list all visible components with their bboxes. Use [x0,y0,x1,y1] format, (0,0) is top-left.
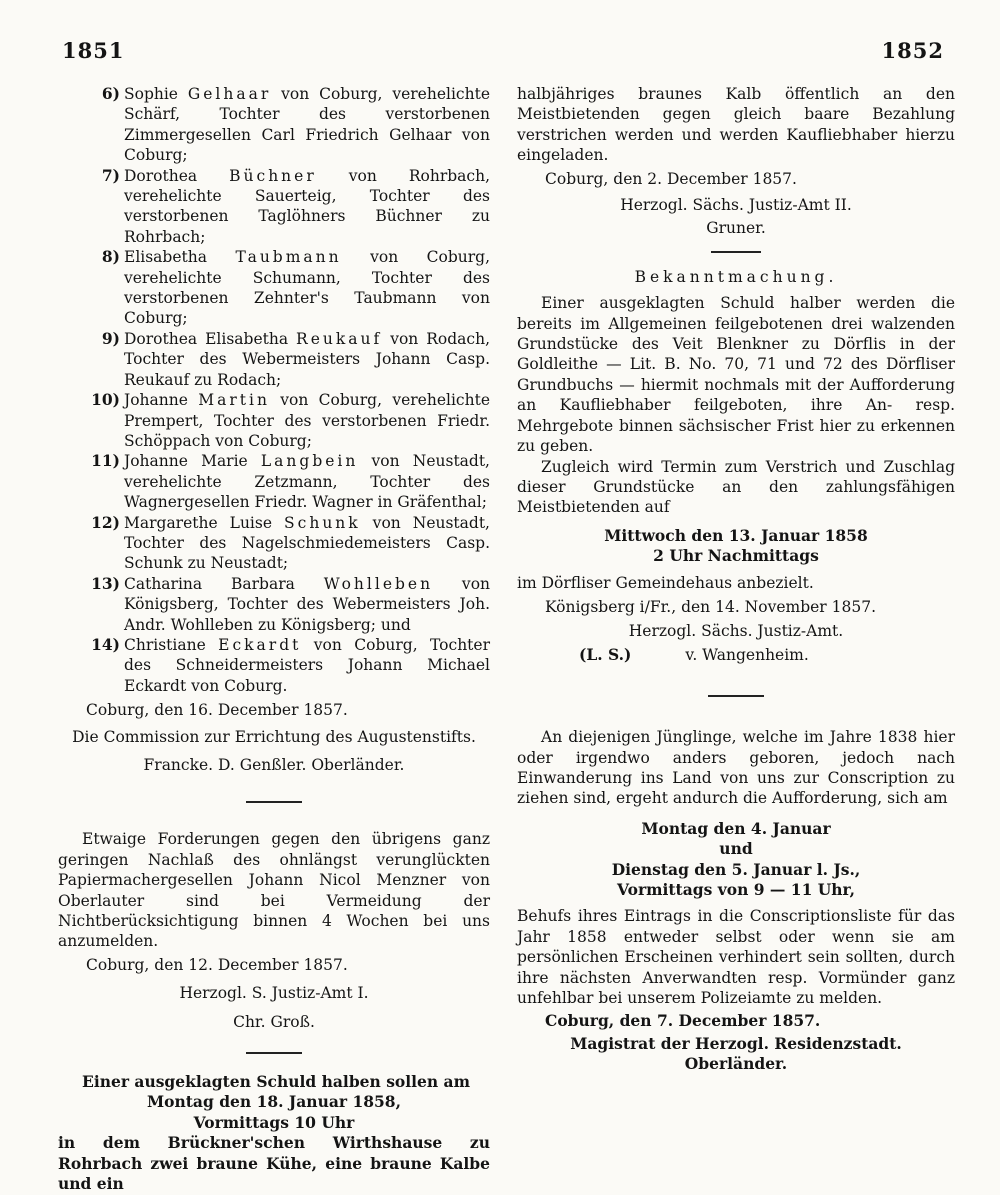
list-item-text [124,574,490,635]
list-item-text [124,166,490,248]
list-item-number: 10) [91,390,120,410]
list-item [58,247,490,329]
list-item-text [124,390,490,451]
list-item [58,513,490,574]
separator [711,251,761,253]
list-item-given-names: Elisabetha [124,248,236,267]
seal-signature-row [517,645,955,665]
conscription-time: Vormittags von 9 — 11 Uhr, [617,880,855,899]
list-item-text [124,329,490,390]
list-item-details: von Coburg, verehelichte Prempert, Tochter des verstorbenen Friedr. Schöppach von Coburg; [124,391,490,450]
list-item-details: von Coburg, Tochter des Schneidermeisters Johann Michael Eckardt von Coburg. [124,635,490,695]
list-item-given-names: Dorothea [124,166,230,185]
right-office-1: Herzogl. Sächs. Justiz-Amt II. [620,196,852,215]
list-item [58,574,490,635]
list-item-given-names: Dorothea Elisabetha [124,329,297,348]
list-item-details: von Neustadt, Tochter des Nagelschmiedemeisters Casp. Schunk zu Neustadt; [124,513,490,573]
list-item-surname: Wohlleben [323,574,434,593]
auction-location: in dem Brückner'schen Wirthshause zu Rohrbach zwei braune Kühe, eine braune Kalbe und ein [58,1133,490,1194]
list-item-surname: Gelhaar [187,85,272,103]
seal-mark: (L. S.) [579,644,632,664]
list-item-text [124,513,490,574]
list-item-details: von Coburg, verehelichte Schärf, Tochter des verstorbenen Zimmergesellen Carl Friedrich Gelhaar von Coburg; [124,85,490,165]
list-item-details: von Rohrbach, verehelichte Sauerteig, Tochter des verstorbenen Taglöhners Büchner zu Rohrbach; [124,166,490,246]
list-item-surname: Reukauf [296,329,383,348]
right-date-line-2: Königsberg i/Fr., den 14. November 1857. [545,597,876,616]
right-signer-2: v. Wangenheim. [685,645,809,664]
list-item-surname: Büchner [229,166,317,185]
name-list [58,84,490,696]
right-column [517,84,955,1075]
separator [246,801,302,803]
right-date-line-3: Coburg, den 7. December 1857. [545,1011,821,1031]
list-item-details: von Rodach, Tochter des Webermeisters Johann Casp. Reukauf zu Rodach; [124,329,491,389]
list-item-details: von Coburg, verehelichte Schumann, Tochter des verstorbenen Zehnter's Taubmann von Coburg; [124,248,491,328]
date-line-2: Coburg, den 12. December 1857. [86,955,348,974]
list-item-details: von Königsberg, Tochter des Webermeisters Joh. Andr. Wohlleben zu Königsberg; und [124,574,491,634]
list-item [58,451,490,512]
office-2: Herzogl. S. Justiz-Amt I. [179,984,369,1003]
list-item-surname: Eckardt [218,635,302,654]
right-office-2: Herzogl. Sächs. Justiz-Amt. [628,622,844,641]
list-item-text [124,635,490,696]
list-item-given-names: Johanne Marie [124,452,261,471]
conscription-body-2: Behufs ihres Eintrags in die Conscriptionsliste für das Jahr 1858 entweder selbst oder wenn sie am persönlichen Erscheinen verhindert sein sollten, durch ihre nächsten Anverwandten resp. Vormünder ganz unfehlbar bei unserem Polizeiamte zu melden. [517,907,955,1008]
list-item-number: 7) [101,165,120,185]
right-date-line-1: Coburg, den 2. December 1857. [545,169,797,188]
list-item-given-names: Sophie [124,85,188,103]
auction-continuation: halbjähriges braunes Kalb öffentlich an den Meistbietenden gegen gleich baare Bezahlung verstrichen werden und werden Kaufliebhaber hierzu eingeladen. [517,85,955,165]
commission-title: Die Commission zur Errichtung des Augustenstifts. [72,727,476,746]
list-item-given-names: Christiane [124,635,219,654]
list-item-number: 11) [91,451,120,471]
term-place: im Dörfliser Gemeindehaus anbezielt. [517,573,814,592]
list-item-surname: Schunk [284,513,361,532]
list-item-given-names: Margarethe Luise [124,513,285,532]
list-item [58,84,490,166]
list-item [58,329,490,390]
list-item-number: 6) [101,84,120,103]
term-time: 2 Uhr Nachmittags [653,546,819,566]
right-signer-3: Oberländer. [684,1054,788,1074]
conscription-and: und [719,839,753,859]
list-item-number: 13) [91,573,120,593]
right-office-3: Magistrat der Herzogl. Residenzstadt. [570,1033,902,1053]
separator [708,695,764,697]
list-item-given-names: Johanne [124,391,199,410]
list-item [58,166,490,248]
announcement-heading: Bekanntmachung. [634,267,838,286]
date-line-1: Coburg, den 16. December 1857. [86,701,348,720]
announcement-body-1: Einer ausgeklagten Schuld halber werden die bereits im Allgemeinen feilgebotenen drei walzenden Grundstücke des Veit Blenkner zu Dörflis in der Goldleithe — Lit. B. No. 70, 71 und 72 des Dörfliser Grundbuchs — hiermit nochmals mit der Aufforderung an Kaufliebhaber feilgeboten, ihre An- resp. Mehrgebote binnen sächsischer Frist hier zu erkennen zu geben. [517,294,955,456]
right-signer-1: Gruner. [706,219,766,238]
list-item-surname: Langbein [260,452,359,471]
conscription-body-1: An diejenigen Jünglinge, welche im Jahre 1838 hier oder irgendwo anders geboren, jedoch nach Einwanderung ins Land von uns zur Conscription zu ziehen sind, ergeht andurch die Aufforderung, sich am [517,728,955,808]
list-item-surname: Taubmann [235,248,342,267]
list-item-text [124,451,490,512]
notice-claims: Etwaige Forderungen gegen den übrigens ganz geringen Nachlaß des ohnlängst verunglückten Papiermachergesellen Johann Nicol Menzner von Oberlauter sind bei Vermeidung der Nichtberücksichtigung binnen 4 Wochen bei uns anzumelden. [58,830,490,951]
conscription-day-2: Dienstag den 5. Januar l. Js., [611,859,861,879]
left-column [58,84,490,1195]
list-item-number: 8) [101,247,120,267]
list-item-surname: Martin [198,391,270,410]
conscription-day-1: Montag den 4. Januar [641,818,831,838]
signers-1: Francke. D. Genßler. Oberländer. [143,756,405,774]
list-item-number: 9) [101,328,120,348]
signer-2: Chr. Groß. [233,1012,315,1031]
announcement-body-2: Zugleich wird Termin zum Verstrich und Zuschlag dieser Grundstücke an den zahlungsfähigen Meistbietenden auf [517,457,955,517]
auction-notice [58,1072,490,1194]
separator [246,1052,302,1054]
auction-line-1: Einer ausgeklagten Schuld halben sollen am [82,1072,470,1092]
page-number-right: 1852 [881,38,944,63]
list-item [58,390,490,451]
list-item [58,635,490,696]
list-item-details: von Neustadt, verehelichte Zetzmann, Tochter des Wagnergesellen Friedr. Wagner in Gräfenthal; [124,452,490,512]
auction-time: Vormittags 10 Uhr [193,1112,355,1132]
page-number-left: 1851 [62,38,125,63]
list-item-given-names: Catharina Barbara [124,574,324,593]
list-item-text [124,247,490,329]
list-item-number: 12) [91,512,120,532]
list-item-text [124,84,490,166]
list-item-number: 14) [91,634,120,654]
term-date: Mittwoch den 13. Januar 1858 [604,525,868,545]
auction-date: Montag den 18. Januar 1858, [147,1092,401,1112]
